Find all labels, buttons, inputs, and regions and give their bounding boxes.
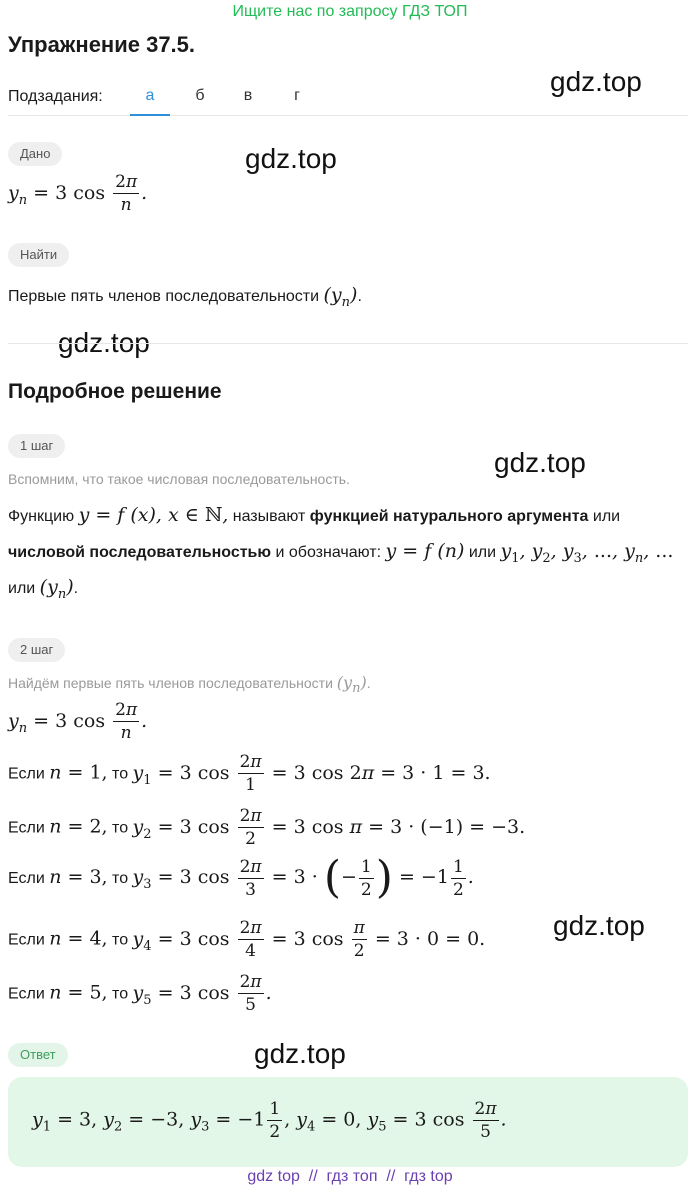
step2-hint: Найдём первые пять членов последовательности $(y_n)$.	[8, 673, 371, 697]
given-badge: Дано	[8, 142, 62, 166]
step2-case-3: Если n = 3, то $y_3 = 3$ cos $\frac{2\pi}{3}$ = 3 · (− $\frac{1}{2}$ ) = −1 $\frac{1}{2}$ .	[8, 852, 474, 903]
answer-badge: Ответ	[8, 1043, 68, 1067]
find-badge: Найти	[8, 243, 69, 267]
step1-hint: Вспомним, что такое числовая последовательность.	[8, 471, 350, 487]
given-formula: $y_n = 3$ cos $\frac{2\pi}{n}$ .	[8, 172, 148, 215]
tab-subtask-b[interactable]: б	[195, 87, 205, 104]
footer-links[interactable]: gdz top // гдз топ // гдз top	[247, 1168, 453, 1185]
watermark: gdz.top	[494, 447, 586, 478]
watermark: gdz.top	[245, 143, 337, 174]
step1-line1: Функцию y = f (x), x ∈ ℕ, называют функцией натурального аргумента или	[8, 504, 621, 526]
tab-subtask-a[interactable]: а	[130, 87, 170, 116]
find-text: Первые пять членов последовательности $(y_n)$.	[8, 284, 362, 310]
step2-badge: 2 шаг	[8, 638, 65, 662]
watermark: gdz.top	[254, 1038, 346, 1069]
step2-case-4: Если n = 4, то $y_4 = 3$ cos $\frac{2\pi}{4}$ = 3 cos $\frac{\pi}{2}$ = 3 · 0 = 0.	[8, 918, 486, 961]
subtasks-label: Подзадания:	[8, 88, 103, 105]
subtasks-bar	[8, 84, 688, 116]
section-divider	[8, 343, 688, 344]
step2-case-2: Если n = 2, то $y_2 = 3$ cos $\frac{2\pi}{2}$ = 3 cos π = 3 · (−1) = −3.	[8, 806, 526, 849]
step2-formula: $y_n = 3$ cos $\frac{2\pi}{n}$ .	[8, 700, 148, 743]
watermark: gdz.top	[553, 910, 645, 941]
page-title: Упражнение 37.5.	[8, 32, 196, 57]
promo-banner[interactable]: Ищите нас по запросу ГДЗ ТОП	[232, 3, 468, 20]
step2-case-5: Если n = 5, то $y_5 = 3$ cos $\frac{2\pi}{5}$ .	[8, 972, 272, 1015]
answer-formula: $y_1 = 3$, $y_2 = -3$, $y_3 = -1$ $\frac{1}{2}$ , $y_4 = 0$, $y_5 = 3$ cos $\frac{2\pi}{5}$ .	[32, 1099, 507, 1142]
tab-subtask-g[interactable]: г	[294, 87, 300, 104]
step1-badge: 1 шаг	[8, 434, 65, 458]
solution-heading: Подробное решение	[8, 380, 222, 403]
answer-box	[8, 1077, 688, 1167]
watermark: gdz.top	[550, 66, 642, 97]
tab-subtask-v[interactable]: в	[243, 87, 253, 104]
step2-case-1: Если n = 1, то $y_1 = 3$ cos $\frac{2\pi}{1}$ = 3 cos 2π = 3 · 1 = 3.	[8, 752, 491, 795]
step1-line2: числовой последовательностью и обозначают: y = f (n) или $y_1$, $y_2$, $y_3$, ..., $y_n$, ...	[8, 540, 674, 566]
step1-line3: или $(y_n)$.	[8, 576, 79, 602]
watermark: gdz.top	[58, 327, 150, 358]
